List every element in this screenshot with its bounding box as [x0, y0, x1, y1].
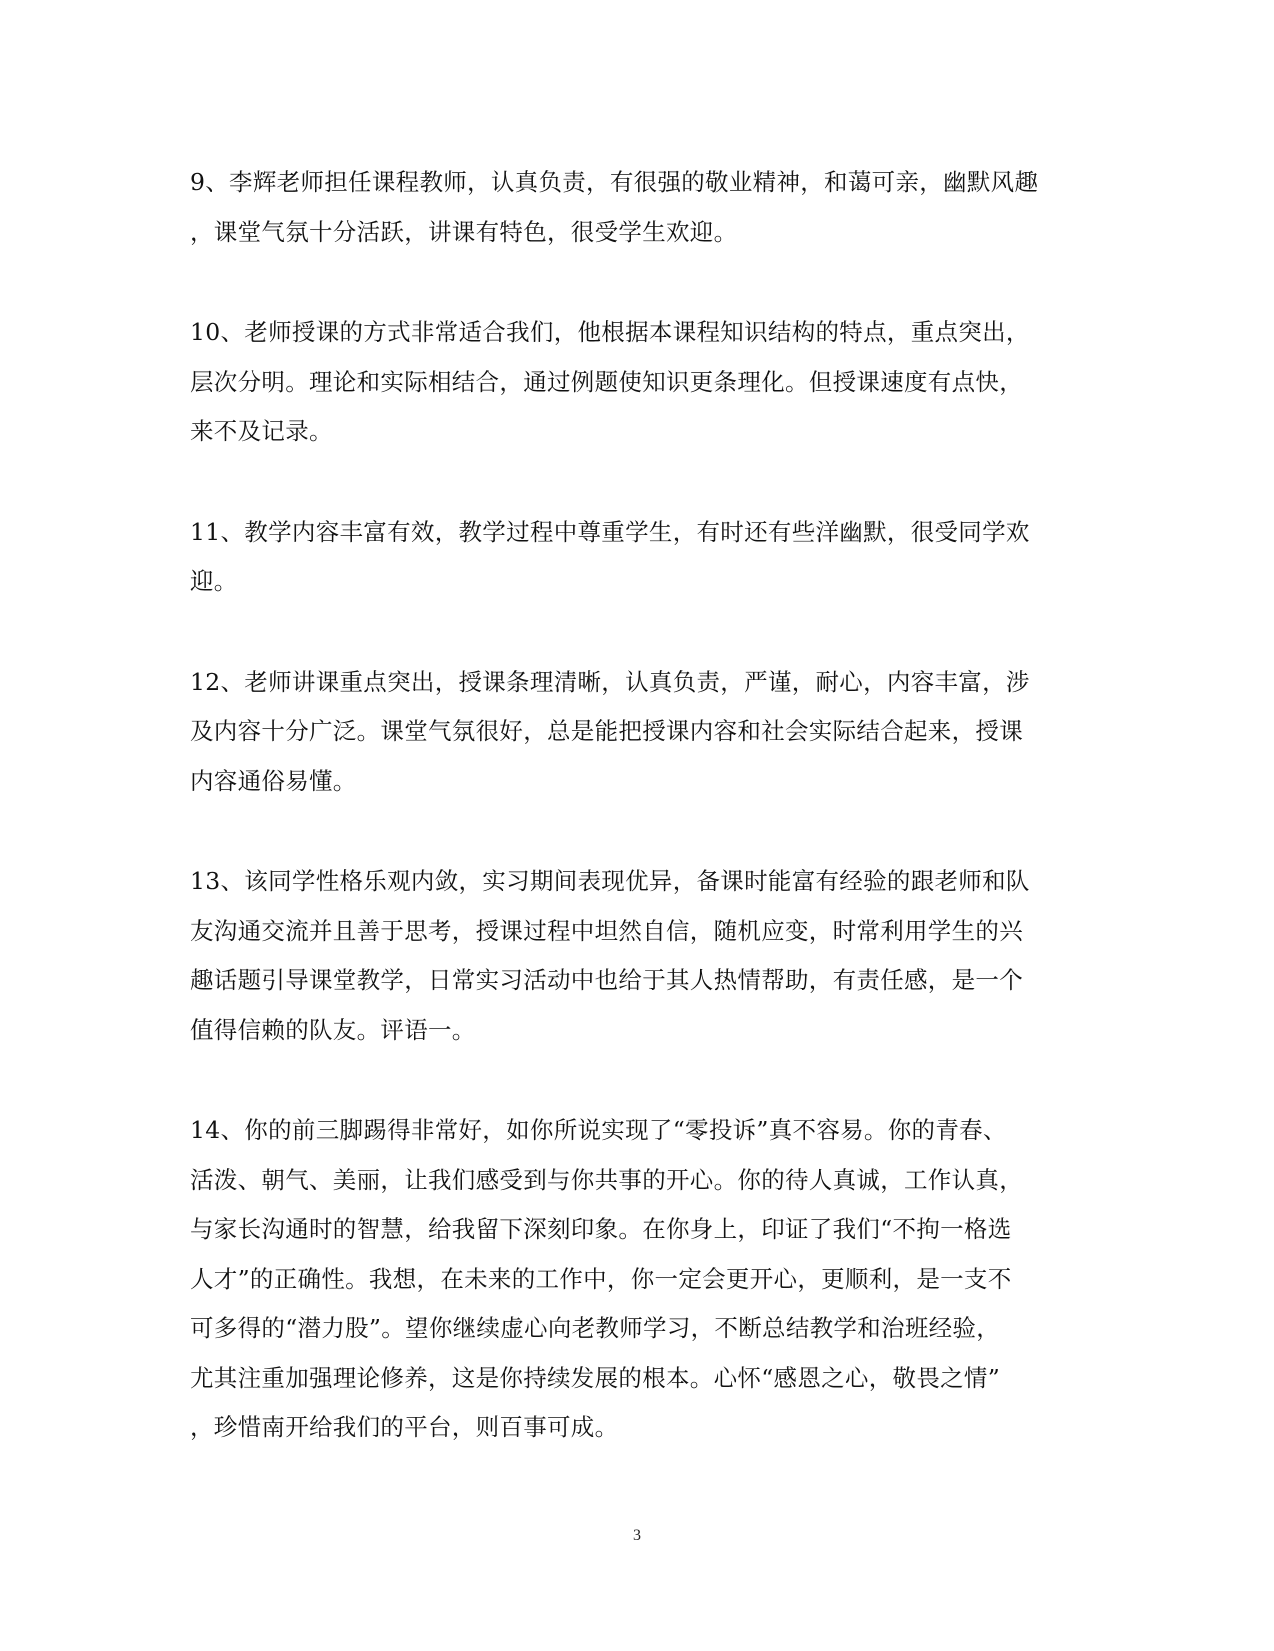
paragraph-line: 可多得的“潜力股”。望你继续虚心向老教师学习，不断总结教学和治班经验，: [190, 1314, 1001, 1342]
paragraph-line: 14、你的前三脚踢得非常好，如你所说实现了“零投诉”真不容易。你的青春、: [190, 1116, 1007, 1144]
paragraph-line: 与家长沟通时的智慧，给我留下深刻印象。在你身上，印证了我们“不拘一格选: [190, 1215, 1012, 1243]
paragraph-line: 内容通俗易懂。: [190, 766, 357, 795]
paragraph-line: 层次分明。理论和实际相结合，通过例题使知识更条理化。但授课速度有点快，: [190, 367, 1023, 396]
paragraph-line: 9、李辉老师担任课程教师，认真负责，有很强的敬业精神，和蔼可亲，幽默风趣: [190, 168, 1039, 196]
paragraph-line: 趣话题引导课堂教学，日常实习活动中也给于其人热情帮助，有责任感，是一个: [190, 966, 1023, 994]
paragraph-line: 及内容十分广泛。课堂气氛很好，总是能把授课内容和社会实际结合起来，授课: [190, 717, 1023, 745]
comment-paragraph-9: [190, 158, 1070, 257]
paragraph-line: 迎。: [190, 567, 238, 595]
paragraph-line: 13、该同学性格乐观内敛，实习期间表现优异，备课时能富有经验的跟老师和队: [190, 867, 1030, 895]
comment-paragraph-13: [190, 857, 1070, 1055]
paragraph-line: ，珍惜南开给我们的平台，则百事可成。: [190, 1413, 619, 1441]
paragraph-line: 人才”的正确性。我想，在未来的工作中，你一定会更开心，更顺利，是一支不: [190, 1264, 1012, 1293]
paragraph-line: 11、教学内容丰富有效，教学过程中尊重学生，有时还有些洋幽默，很受同学欢: [190, 517, 1030, 546]
comment-paragraph-14: [190, 1106, 1070, 1453]
paragraph-line: 12、老师讲课重点突出，授课条理清晰，认真负责，严谨，耐心，内容丰富，涉: [190, 667, 1030, 696]
paragraph-line: 活泼、朝气、美丽，让我们感受到与你共事的开心。你的待人真诚，工作认真，: [190, 1165, 1023, 1194]
paragraph-line: 来不及记录。: [190, 417, 333, 445]
comment-paragraph-11: [190, 508, 1070, 607]
paragraph-line: ，课堂气氛十分活跃，讲课有特色，很受学生欢迎。: [190, 217, 738, 246]
paragraph-line: 10、老师授课的方式非常适合我们，他根据本课程知识结构的特点，重点突出，: [190, 318, 1030, 346]
page-number: 3: [633, 1527, 641, 1544]
document-body: [190, 158, 1070, 1504]
paragraph-line: 值得信赖的队友。评语一。: [190, 1015, 476, 1044]
paragraph-line: 尤其注重加强理论修养，这是你持续发展的根本。心怀“感恩之心，敬畏之情”: [190, 1363, 1001, 1392]
paragraph-line: 友沟通交流并且善于思考，授课过程中坦然自信，随机应变，时常利用学生的兴: [190, 916, 1023, 945]
comment-paragraph-12: [190, 658, 1070, 807]
comment-paragraph-10: [190, 308, 1070, 457]
